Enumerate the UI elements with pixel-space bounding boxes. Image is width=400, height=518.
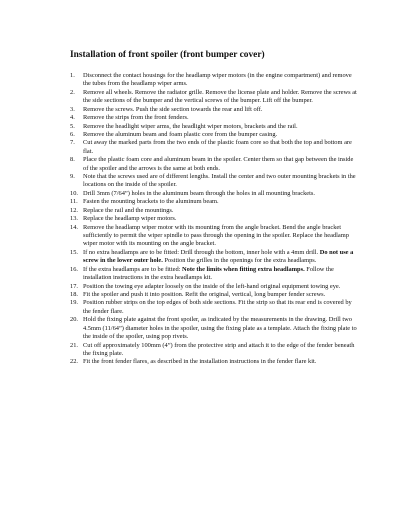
- step-text-segment: Note that the screws used are of different lengths. Install the center and two outer mounting brackets in the locations on the inside of the spoiler.: [83, 173, 356, 189]
- step-number: 16.: [70, 265, 78, 273]
- step-number: 9.: [70, 173, 75, 181]
- step-number: 11.: [70, 198, 78, 206]
- step-text: [83, 291, 325, 298]
- step-text: [83, 342, 354, 357]
- instruction-step: [70, 283, 360, 291]
- instruction-step: [70, 173, 360, 190]
- step-text-segment: Fit the spoiler and push it into position. Refit the original, vertical, long bumper fender screws.: [83, 290, 326, 298]
- step-number: 7.: [70, 139, 75, 147]
- step-number: 17.: [70, 282, 78, 290]
- step-text-segment: Place the plastic foam core and aluminum beam in the spoiler. Center them so that gap between the inside of the spoiler and the arrows is the same at both ends.: [83, 156, 354, 172]
- step-number: 10.: [70, 189, 78, 197]
- instruction-step: [70, 72, 360, 89]
- step-text-segment: Position the towing eye adapter loosely on the inside of the left-hand original equipment towing eye.: [83, 282, 341, 290]
- step-text-segment: Remove the screws. Push the side section towards the rear and lift off.: [83, 105, 263, 113]
- step-text-emphasis: Note the limits when fitting extra headlamps.: [182, 265, 305, 273]
- instruction-step: [70, 299, 360, 316]
- instruction-step: [70, 316, 360, 341]
- step-text-segment: Remove the headlamp wiper motor with its mounting from the angle bracket. Bend the angle bracket sufficiently to permit the wiper spindle to pass through the opening in the spoiler. Replace the headlamp wiper motor with its mounting on the angle bracket.: [83, 223, 349, 248]
- instruction-step: [70, 156, 360, 173]
- step-text: [83, 215, 177, 222]
- step-text: [83, 198, 219, 205]
- step-text-segment: Position the grilles in the openings for the extra headlamps.: [162, 257, 317, 265]
- step-text-segment: If no extra headlamps are to be fitted: Drill through the bottom, inner hole with a 4mm drill.: [83, 248, 320, 256]
- step-text-segment: Remove the headlight wiper arms, the headlight wiper motors, brackets and the rail.: [83, 122, 298, 130]
- step-number: 8.: [70, 156, 75, 164]
- step-text-segment: Remove all wheels. Remove the radiator grille. Remove the license plate and holder. Remove the screws at the side sections of the bumper and the vertical screws of the bumper. Lift off the bumper.: [83, 88, 357, 105]
- step-number: 5.: [70, 122, 75, 130]
- step-number: 15.: [70, 248, 78, 256]
- instruction-list: [70, 72, 360, 367]
- step-text-segment: Fasten the mounting brackets to the aluminum beam.: [83, 198, 219, 206]
- instruction-step: [70, 131, 360, 139]
- instruction-step: [70, 198, 360, 206]
- step-text-segment: If the extra headlamps are to be fitted:: [83, 265, 183, 273]
- step-text: [83, 249, 353, 264]
- step-text: [83, 123, 298, 130]
- step-text-segment: Follow the installation instructions in the extra headlamps kit.: [83, 265, 334, 282]
- step-text: [83, 358, 316, 365]
- step-number: 12.: [70, 206, 78, 214]
- step-number: 21.: [70, 341, 78, 349]
- step-text: [83, 316, 357, 340]
- step-text-segment: Replace the rail and the mountings.: [83, 206, 174, 214]
- step-text-segment: Remove the aluminum beam and foam plastic core from the bumper casing.: [83, 130, 278, 138]
- step-text-segment: Drill 3mm (7/64”) holes in the aluminum beam through the holes in all mounting brackets.: [83, 189, 315, 197]
- step-text-emphasis: Do not use a screw in the lower outer hole.: [83, 248, 354, 265]
- instruction-step: [70, 358, 360, 366]
- step-text-segment: Position rubber strips on the top edges of both side sections. Fit the strip so that its rear end is covered by the fender flare.: [83, 299, 352, 315]
- instruction-step: [70, 106, 360, 114]
- instruction-step: [70, 266, 360, 283]
- step-text: [83, 207, 174, 214]
- step-text: [83, 173, 356, 188]
- step-text: [83, 72, 352, 87]
- page-title: Installation of front spoiler (front bumper cover): [70, 50, 265, 60]
- step-text: [83, 283, 340, 290]
- step-number: 2.: [70, 88, 75, 96]
- step-number: 13.: [70, 215, 78, 223]
- step-text-segment: Hold the fixing plate against the front spoiler, as indicated by the measurements in the drawing. Drill two 4.5mm (11/64”) diameter holes in the spoiler, using the fixing plate as a template. Attach the fixing plate to the inside of the spoiler, using pop rivets.: [83, 316, 357, 341]
- step-text: [83, 190, 315, 197]
- instruction-step: [70, 190, 360, 198]
- step-text: [83, 266, 334, 281]
- step-text: [83, 139, 352, 154]
- step-number: 1.: [70, 72, 75, 79]
- instruction-step: [70, 291, 360, 299]
- step-number: 4.: [70, 114, 75, 122]
- instruction-step: [70, 224, 360, 249]
- step-text-segment: Disconnect the contact housings for the headlamp wiper motors (in the engine compartment) and remove the tubes from the headlamp wiper arms.: [83, 72, 352, 88]
- step-text: [83, 156, 353, 171]
- instruction-step: [70, 249, 360, 266]
- step-number: 14.: [70, 223, 78, 231]
- instruction-step: [70, 114, 360, 122]
- step-number: 20.: [70, 316, 78, 324]
- step-text: [83, 224, 349, 248]
- step-number: 6.: [70, 130, 75, 138]
- step-text-segment: Fit the front fender flares, as described in the installation instructions in the fender flare kit.: [83, 358, 317, 366]
- step-text-segment: Cut off approximately 100mm (4”) from the protective strip and attach it to the edge of the fender beneath the fixing plate.: [83, 341, 355, 357]
- instruction-step: [70, 139, 360, 156]
- instruction-step: [70, 89, 360, 106]
- step-text: [83, 299, 352, 314]
- step-number: 3.: [70, 105, 75, 113]
- step-text: [83, 106, 262, 113]
- step-text: [83, 114, 189, 121]
- step-number: 19.: [70, 299, 78, 307]
- instruction-step: [70, 215, 360, 223]
- step-text: [83, 89, 357, 104]
- step-text: [83, 131, 277, 138]
- step-text-segment: Remove the strips from the front fenders.: [83, 114, 189, 122]
- step-text-segment: Replace the headlamp wiper motors.: [83, 215, 177, 223]
- step-text-segment: Cut away the marked parts from the two ends of the plastic foam core so that both the top and bottom are flat.: [83, 139, 352, 155]
- step-number: 18.: [70, 290, 78, 298]
- step-number: 22.: [70, 358, 78, 366]
- instruction-step: [70, 123, 360, 131]
- instruction-step: [70, 207, 360, 215]
- instruction-step: [70, 342, 360, 359]
